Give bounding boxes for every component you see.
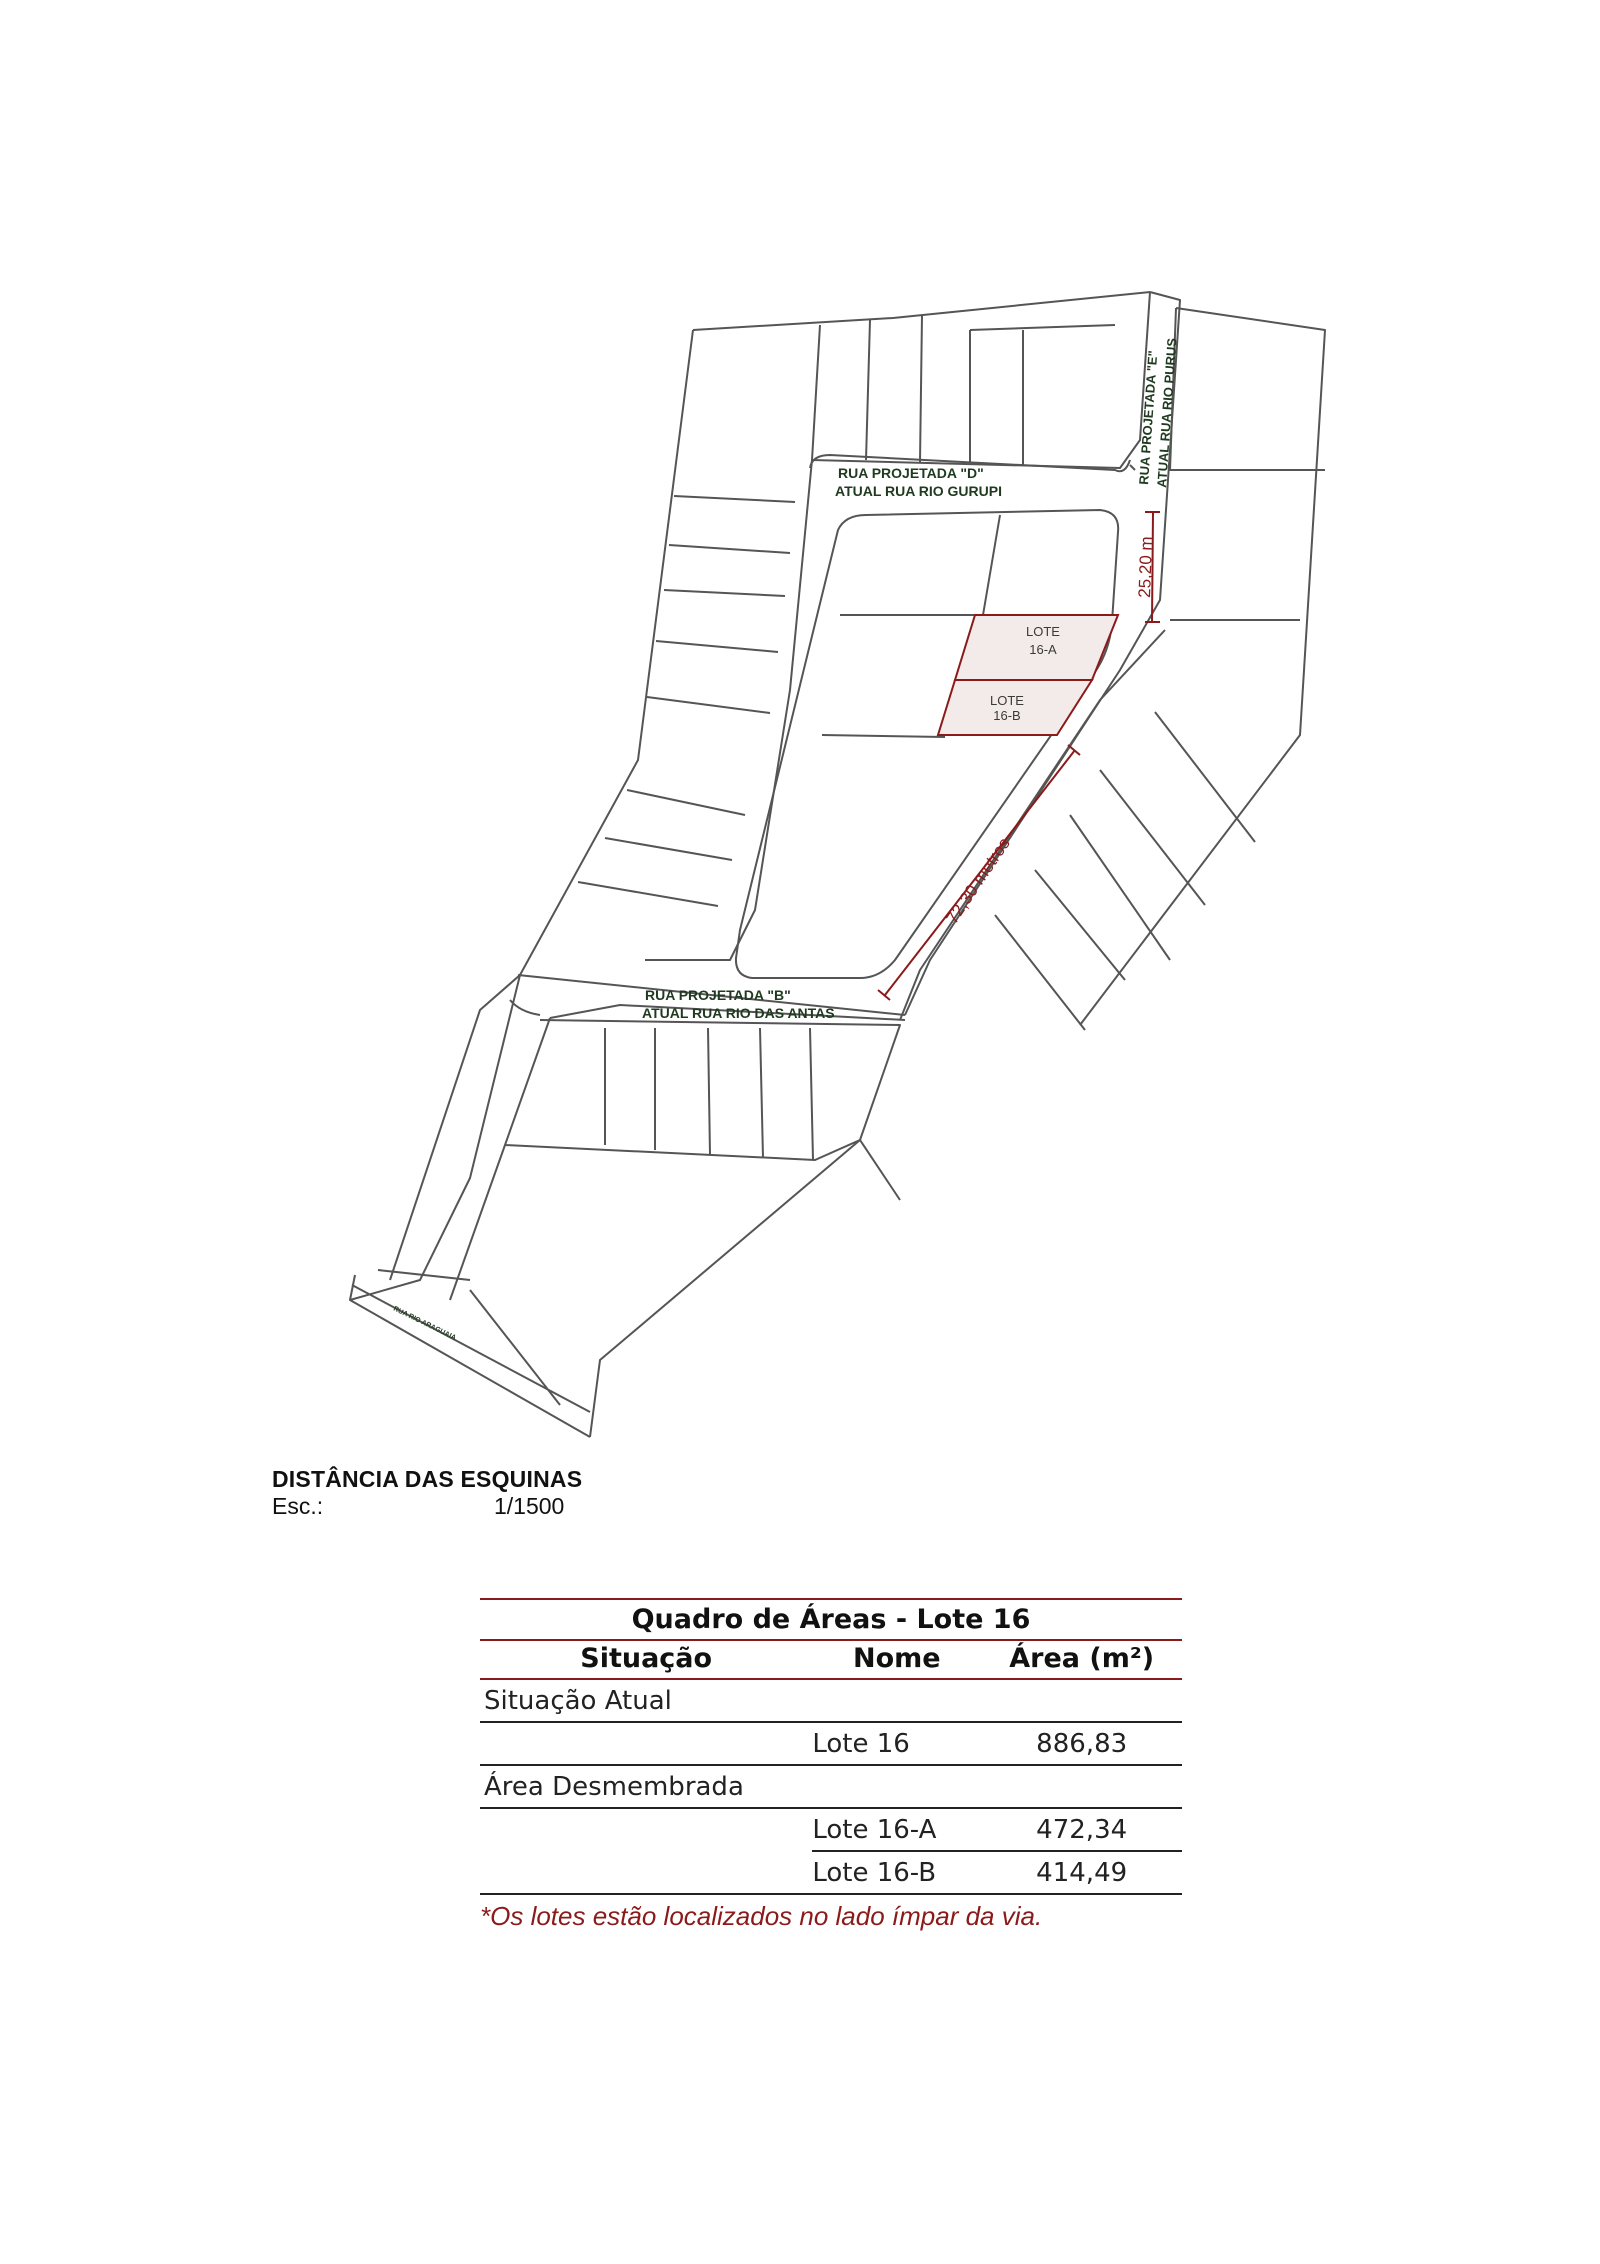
map-caption bbox=[272, 1466, 772, 1521]
parcel-boundary bbox=[350, 330, 693, 1437]
scale-label: Esc.: bbox=[272, 1493, 324, 1519]
street-edge bbox=[645, 460, 812, 960]
cell-situacao bbox=[480, 1722, 812, 1765]
dimension-diagonal-label: 72,30 metros bbox=[942, 834, 1014, 928]
cell-nome: Lote 16-B bbox=[812, 1851, 981, 1894]
table-row bbox=[480, 1722, 1182, 1765]
dimension-vertical-label: 25,20 m bbox=[1135, 536, 1157, 599]
cell-nome: Lote 16 bbox=[812, 1722, 981, 1765]
header-nome: Nome bbox=[812, 1640, 981, 1679]
cell-area: 472,34 bbox=[981, 1808, 1182, 1851]
lot-16a-label-2: 16-A bbox=[1029, 642, 1057, 657]
table-row bbox=[480, 1851, 1182, 1894]
central-block bbox=[736, 510, 1118, 978]
cell-situacao bbox=[480, 1851, 812, 1894]
caption-title: DISTÂNCIA DAS ESQUINAS bbox=[272, 1466, 583, 1492]
cell-nome: Lote 16-A bbox=[812, 1808, 981, 1851]
caption-scale bbox=[272, 1493, 772, 1521]
street-label-rua-e-1: RUA PROJETADA "E" bbox=[1136, 349, 1161, 486]
parcel-boundary bbox=[540, 1020, 900, 1200]
cell-nome bbox=[812, 1679, 981, 1722]
street-label-rua-b-1: RUA PROJETADA "B" bbox=[645, 987, 791, 1003]
cell-area: 886,83 bbox=[981, 1722, 1182, 1765]
areas-table bbox=[480, 1598, 1182, 1895]
table-row bbox=[480, 1679, 1182, 1722]
lot-16a-label-1: LOTE bbox=[1026, 624, 1060, 639]
street-label-rua-e-2: ATUAL RUA RIO PURUS bbox=[1154, 337, 1180, 489]
street-label-rua-d-1: RUA PROJETADA "D" bbox=[838, 465, 984, 481]
street-label-rua-d-2: ATUAL RUA RIO GURUPI bbox=[835, 483, 1002, 499]
cell-area bbox=[981, 1679, 1182, 1722]
table-note: *Os lotes estão localizados no lado ímpar da via. bbox=[480, 1901, 1043, 1931]
cell-area: 414,49 bbox=[981, 1851, 1182, 1894]
street-edge bbox=[812, 292, 1150, 468]
street-edge bbox=[390, 975, 520, 1280]
lot-16b-label-1: LOTE bbox=[990, 693, 1024, 708]
street-label-bottom: RUA RIO ARAGUAIA bbox=[392, 1305, 457, 1342]
cell-nome bbox=[812, 1765, 981, 1808]
scale-value: 1/1500 bbox=[494, 1493, 565, 1519]
lot-16b-label-2: 16-B bbox=[993, 708, 1021, 723]
table-title: Quadro de Áreas - Lote 16 bbox=[480, 1599, 1182, 1640]
cell-situacao bbox=[480, 1808, 812, 1851]
cell-situacao: Situação Atual bbox=[480, 1679, 812, 1722]
header-situacao: Situação bbox=[480, 1640, 812, 1679]
street-label-rua-b-2: ATUAL RUA RIO DAS ANTAS bbox=[642, 1005, 835, 1021]
parcel-boundary bbox=[1080, 308, 1325, 1025]
areas-table-block bbox=[480, 1598, 1182, 1932]
cell-area bbox=[981, 1765, 1182, 1808]
table-row bbox=[480, 1808, 1182, 1851]
table-row bbox=[480, 1765, 1182, 1808]
cell-situacao: Área Desmembrada bbox=[484, 1772, 744, 1802]
header-area: Área (m²) bbox=[981, 1640, 1182, 1679]
